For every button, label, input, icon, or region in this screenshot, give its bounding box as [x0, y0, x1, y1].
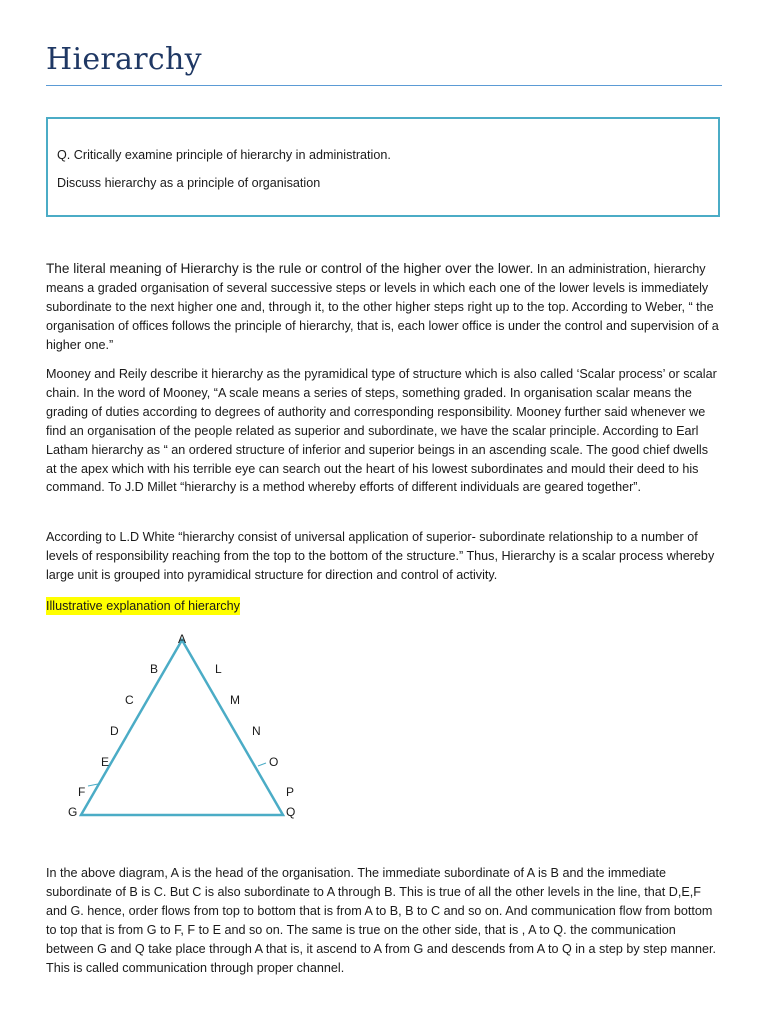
- label-a: A: [178, 632, 187, 646]
- tick-f: [88, 784, 98, 786]
- label-f: F: [78, 785, 86, 799]
- label-d: D: [110, 724, 119, 738]
- question-2: Discuss hierarchy as a principle of organisation: [57, 176, 321, 190]
- highlighted-heading: Illustrative explanation of hierarchy: [46, 599, 240, 613]
- label-b: B: [150, 662, 159, 676]
- paragraph-4: In the above diagram, A is the head of the organisation. The immediate subordinate of A is B and the immediate subordinate of B is C. But C is also subordinate to A through B. This is true of all the other levels in the line, that D,E,F and G. hence, order flows from top to bottom that is from A to B, B to C and so on. And communication flow from bottom to top that is from G to F, F to E and so on. The same is true on the other side, that is , A to Q. the communication between G and Q take place through A that is, it ascend to A from G and descends from A to Q in a step by step manner. This is called communication through proper channel.: [46, 866, 716, 975]
- title-underline: [46, 85, 722, 86]
- paragraph-2: Mooney and Reily describe it hierarchy as the pyramidical type of structure which is also called ‘Scalar process’ or scalar chain. In the word of Mooney, “A scale means a series of steps, something graded. In organisation scalar means the grading of duties according to degrees of authority and corresponding responsibility. Mooney further said whenever we find an organisation of the people related as superior and subordinate, we have the scalar principle. According to Earl Latham hierarchy as “ an ordered structure of inferior and superior beings in an ascending scale. The good chief dwells at the apex which with his terrible eye can search out the heart of his lowest subordinates and mould their deed to his command. To J.D Millet “hierarchy is a method whereby efforts of different individuals are geared together”.: [46, 367, 717, 495]
- label-o: O: [269, 755, 279, 769]
- question-1: Q. Critically examine principle of hierarchy in administration.: [57, 148, 391, 162]
- hierarchy-triangle: [81, 640, 283, 815]
- label-c: C: [125, 693, 134, 707]
- paragraph-1-lead: The literal meaning of Hierarchy is the rule or control of the higher over the lower.: [46, 261, 534, 276]
- label-n: N: [252, 724, 261, 738]
- paragraph-3: According to L.D White “hierarchy consist of universal application of superior- subordinate relationship to a number of levels of responsibility reaching from the top to the bottom of the structure.” Thus, Hierarchy is a scalar process whereby large unit is grouped into pyramidical structure for direction and control of activity.: [46, 530, 715, 582]
- label-g: G: [68, 805, 78, 819]
- label-q: Q: [286, 805, 296, 819]
- paragraph-1-rest: In an administration, hierarchy means a graded organisation of several successive steps or levels in which each one of the lower levels is immediately subordinate to the next higher one and, through it, to the other higher steps right up to the top. According to Weber, “ the organisation of offices follows the principle of hierarchy, that is, each lower office is under the control and supervision of a higher one.”: [46, 262, 719, 352]
- page-title: Hierarchy: [46, 42, 202, 77]
- label-l: L: [215, 662, 222, 676]
- question-box: [46, 117, 720, 217]
- label-p: P: [286, 785, 295, 799]
- label-e: E: [101, 755, 110, 769]
- label-m: M: [230, 693, 240, 707]
- paragraph-1: [46, 260, 722, 355]
- tick-o: [258, 763, 266, 766]
